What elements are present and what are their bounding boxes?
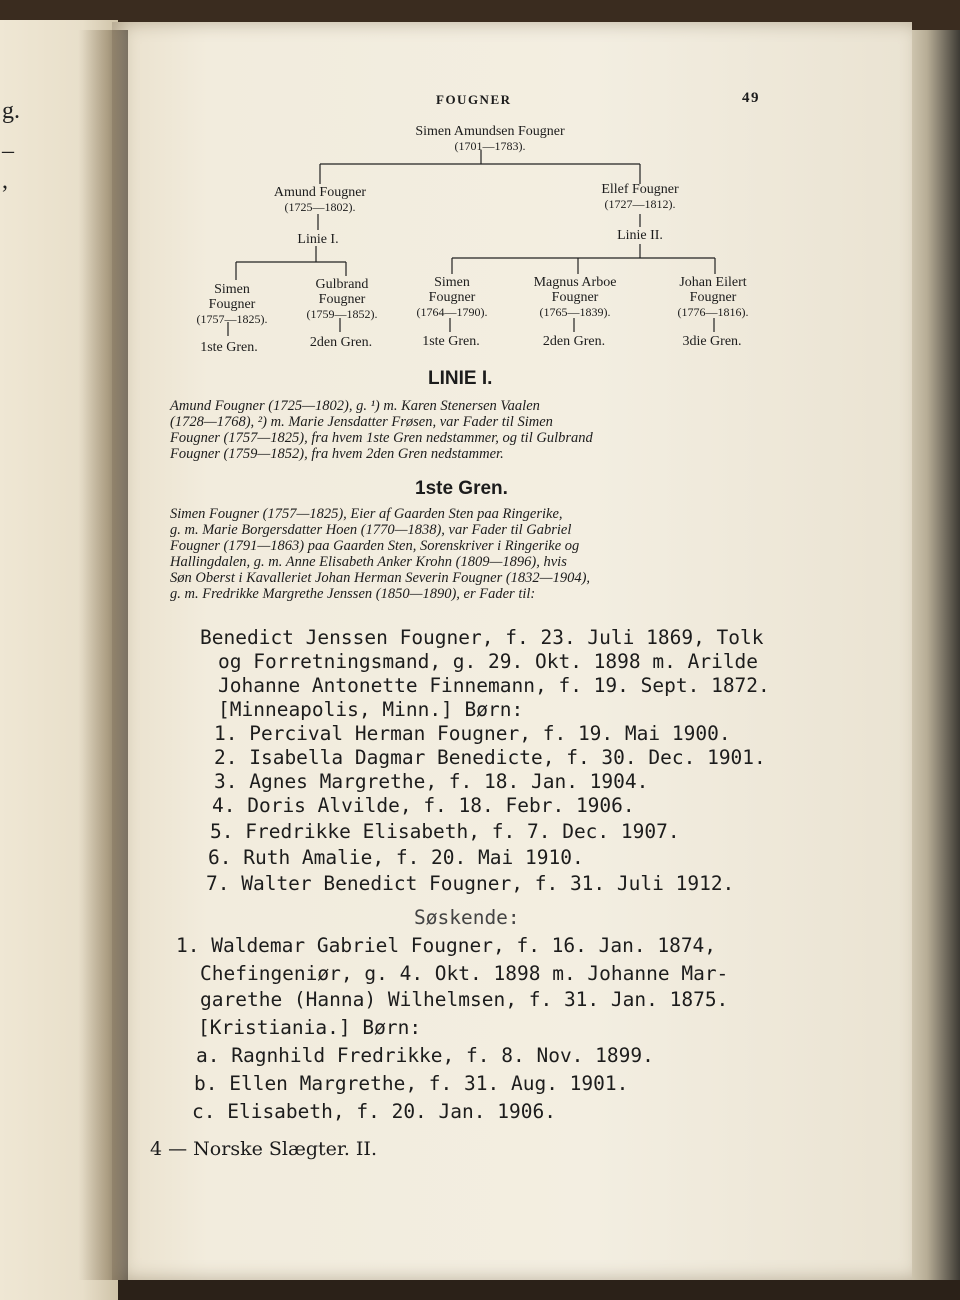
paragraph-line: Amund Fougner (1725—1802), g. ¹) m. Karen Stenersen Vaalen xyxy=(170,398,540,414)
child-entry: 1. Percival Herman Fougner, f. 19. Mai 1900. xyxy=(214,722,731,745)
paragraph-line: Søn Oberst i Kavalleriet Johan Herman Severin Fougner (1832—1904), xyxy=(170,570,591,586)
tree-leaf xyxy=(505,275,645,320)
tree-branch-dates: (1725—1802). xyxy=(284,200,356,214)
tree-leaf-name: Fougner xyxy=(208,297,256,312)
main-entry-line: Benedict Jenssen Fougner, f. 23. Juli 1869, Tolk xyxy=(200,626,764,649)
tree-leaf-name: Fougner xyxy=(428,290,476,305)
tree-leaf xyxy=(170,282,294,327)
tree-leaf-name: Simen xyxy=(434,275,470,290)
tree-branch-ellef xyxy=(560,182,720,212)
tree-root-name: Simen Amundsen Fougner xyxy=(415,124,565,139)
tree-branch-dates: (1727—1812). xyxy=(604,197,676,211)
section-heading-linie: LINIE I. xyxy=(428,368,493,389)
child-entry: 2. Isabella Dagmar Benedicte, f. 30. Dec. 1901. xyxy=(214,746,766,769)
running-title: FOUGNER xyxy=(436,92,512,107)
paragraph-line: (1728—1768), ²) m. Marie Jensdatter Frøsen, var Fader til Simen xyxy=(170,414,553,430)
sibling-line: 1. Waldemar Gabriel Fougner, f. 16. Jan. 1874, xyxy=(176,934,717,957)
paragraph-line: Fougner (1791—1863) paa Gaarden Sten, Sorenskriver i Ringerike og xyxy=(170,538,580,554)
sibling-child: a. Ragnhild Fredrikke, f. 8. Nov. 1899. xyxy=(196,1044,654,1067)
tree-line-label: Linie I. xyxy=(297,232,339,247)
page-number: 49 xyxy=(742,90,760,106)
siblings-heading: Søskende: xyxy=(414,906,520,929)
tree-leaf-name: Fougner xyxy=(689,290,737,305)
sibling-line: [Kristiania.] Børn: xyxy=(198,1016,422,1039)
tree-leaf xyxy=(390,275,514,320)
tree-leaf-name: Gulbrand xyxy=(315,277,369,292)
child-entry: 7. Walter Benedict Fougner, f. 31. Juli 1912. xyxy=(206,872,735,895)
tree-root-dates: (1701—1783). xyxy=(454,139,526,153)
child-entry: 4. Doris Alvilde, f. 18. Febr. 1906. xyxy=(212,794,635,817)
tree-line-label: Linie II. xyxy=(617,228,663,243)
left-page-fragment: – xyxy=(2,138,14,164)
tree-leaf-dates: (1765—1839). xyxy=(539,305,611,319)
tree-branch-name: Ellef Fougner xyxy=(601,182,679,197)
tree-leaf-name: Fougner xyxy=(551,290,599,305)
sibling-child: b. Ellen Margrethe, f. 31. Aug. 1901. xyxy=(194,1072,629,1095)
tree-leaf-dates: (1776—1816). xyxy=(677,305,749,319)
tree-leaf-dates: (1759—1852). xyxy=(306,307,378,321)
section-heading-gren: 1ste Gren. xyxy=(415,478,508,499)
family-tree xyxy=(0,0,960,360)
paragraph-line: Fougner (1759—1852), fra hvem 2den Gren nedstammer. xyxy=(170,446,504,462)
child-entry: 3. Agnes Margrethe, f. 18. Jan. 1904. xyxy=(214,770,649,793)
tree-leaf-name: Simen xyxy=(214,282,250,297)
main-entry-line: [Minneapolis, Minn.] Børn: xyxy=(218,698,524,721)
tree-branch-amund xyxy=(240,185,400,215)
tree-root xyxy=(360,124,620,154)
paragraph-line: g. m. Fredrikke Margrethe Jenssen (1850—1890), er Fader til: xyxy=(170,586,536,602)
tree-gren-label: 3die Gren. xyxy=(682,334,742,349)
linie-paragraph xyxy=(170,398,790,462)
child-entry: 6. Ruth Amalie, f. 20. Mai 1910. xyxy=(208,846,584,869)
tree-leaf xyxy=(280,277,404,322)
left-page-fragment: , xyxy=(2,168,8,194)
footer-signature: 4 — Norske Slægter. II. xyxy=(150,1138,377,1160)
tree-leaf-dates: (1764—1790). xyxy=(416,305,488,319)
sibling-line: Chefingeniør, g. 4. Okt. 1898 m. Johanne Mar- xyxy=(200,962,729,985)
gren-paragraph xyxy=(170,506,790,602)
left-page-fragment: g. xyxy=(2,98,20,124)
sibling-child: c. Elisabeth, f. 20. Jan. 1906. xyxy=(192,1100,556,1123)
tree-leaf-dates: (1757—1825). xyxy=(196,312,268,326)
tree-leaf-name: Johan Eilert xyxy=(679,275,747,290)
paragraph-line: Hallingdalen, g. m. Anne Elisabeth Anker Krohn (1809—1896), hvis xyxy=(170,554,567,570)
main-entry-line: og Forretningsmand, g. 29. Okt. 1898 m. Arilde xyxy=(218,650,759,673)
sibling-line: garethe (Hanna) Wilhelmsen, f. 31. Jan. 1875. xyxy=(200,988,729,1011)
paragraph-line: Fougner (1757—1825), fra hvem 1ste Gren nedstammer, og til Gulbrand xyxy=(170,430,593,446)
paragraph-line: g. m. Marie Borgersdatter Hoen (1770—1838), var Fader til Gabriel xyxy=(170,522,572,538)
paragraph-line: Simen Fougner (1757—1825), Eier af Gaarden Sten paa Ringerike, xyxy=(170,506,563,522)
tree-gren-label: 1ste Gren. xyxy=(422,334,480,349)
tree-leaf xyxy=(648,275,778,320)
tree-leaf-name: Fougner xyxy=(318,292,366,307)
main-entry-line: Johanne Antonette Finnemann, f. 19. Sept. 1872. xyxy=(218,674,770,697)
child-entry: 5. Fredrikke Elisabeth, f. 7. Dec. 1907. xyxy=(210,820,680,843)
tree-gren-label: 2den Gren. xyxy=(542,334,606,349)
tree-gren-label: 2den Gren. xyxy=(309,335,373,350)
tree-leaf-name: Magnus Arboe xyxy=(533,275,617,290)
tree-branch-name: Amund Fougner xyxy=(273,185,367,200)
tree-gren-label: 1ste Gren. xyxy=(200,340,258,355)
